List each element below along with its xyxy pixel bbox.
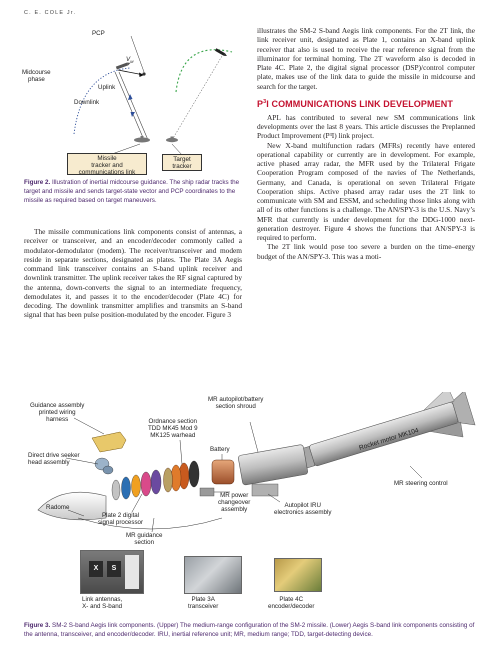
target-icon <box>215 48 228 57</box>
ordnance-section <box>164 461 200 492</box>
phase-label: phase <box>28 76 45 83</box>
s-band-antenna: S <box>107 561 121 577</box>
power-changeover-label: MR power changeover assembly <box>218 492 251 513</box>
ship-antenna-icon <box>134 136 178 143</box>
pcp-point <box>142 72 145 75</box>
figure-2 <box>22 22 244 176</box>
target-trajectory <box>176 50 232 92</box>
autopilot-shroud-label: MR autopilot/battery section shroud <box>208 396 264 410</box>
plate-2-label: Plate 2 digital signal processor <box>98 512 144 526</box>
antennas-label: Link antennas, X- and S-band <box>82 596 123 610</box>
pcp-label: PCP <box>92 30 105 37</box>
left-column <box>24 227 242 320</box>
guidance-stack <box>112 470 161 500</box>
figure-2-caption: Figure 2. Illustration of inertial midcourse guidance. The ship radar tracks the target and missile and sends target-state vector and PCP coordinates to the missile as required based on target maneuvers. <box>24 179 240 204</box>
missile-tracker-box: Missile tracker and communications link <box>67 153 147 175</box>
figure-2-diagram <box>22 22 244 172</box>
battery-icon <box>212 460 234 484</box>
right-column <box>257 26 475 261</box>
right-paragraph-3: New X-band multifunction radars (MFRs) recently have entered operational capability or currently are in development. For example, active phased array radar, the MFR used by the Trilateral Frigate Cooperation Program composed of the navies of The Netherlands, Germany, and Canada, is operational on seven Trilateral Frigate Cooperation ships. Active phased array radar uses the 2T link to communicate with SM and ESSM, and scheduling those links along with all of its other functions is a challenge. The AN/SPY-3 is the U.S. Navy’s MFR that currently is under development for the DDG-1000 next-generation destroyer. Figure 4 shows the functions that AN/SPY-3 is required to perform. <box>257 140 475 242</box>
radome-label: Radome <box>46 504 70 511</box>
steering-control-label: MR steering control <box>394 480 448 487</box>
running-head: C. E. COLE Jr. <box>24 10 77 16</box>
plate-4c-photo <box>274 558 322 592</box>
midcourse-label: Midcourse <box>22 69 51 76</box>
ordnance-section-label: Ordnance section TDD MK45 Mod 9 MK125 warhead <box>148 418 198 439</box>
iru-label: Autopilot IRU electronics assembly <box>274 502 332 516</box>
figure-3-caption: Figure 3. SM-2 S-band Aegis link components. (Upper) The medium-range configuration of the SM-2 missile. (Lower) Aegis S-band link components consisting of the antenna, transceiver, and encoder/decoder. IRU, inertial reference unit; MR, medium range; TDD, target-detecting device. <box>24 622 475 638</box>
guidance-harness-label: Guidance assembly printed wiring harness <box>30 402 85 423</box>
iru-electronics <box>252 484 278 496</box>
plate-3a-photo <box>184 556 242 594</box>
x-band-antenna: X <box>89 561 103 577</box>
right-paragraph-4: The 2T link would pose too severe a burden on the time–energy budget of the AN/SPY-3. This was a moti- <box>257 242 475 261</box>
target-tracker-box: Target tracker <box>162 154 202 171</box>
right-paragraph-2: APL has contributed to several new SM communications link developments over the last 8 years. This article discusses the Preplanned Product Improvement (P³I) link project. <box>257 112 475 141</box>
downlink-label: Downlink <box>74 99 100 106</box>
antenna-photo <box>80 550 144 594</box>
rocket-motor-label: Rocket motor MK104 <box>358 427 420 452</box>
plate-4c-label: Plate 4C encoder/decoder <box>268 596 315 610</box>
seeker-head-label: Direct drive seeker head assembly <box>28 452 80 466</box>
uplink-beam <box>115 72 144 140</box>
power-changeover <box>200 488 214 496</box>
battery-label: Battery <box>210 446 230 453</box>
left-paragraph-1: The missile communications link components consist of antennas, a receiver or transceiver, and an encoder/decoder commonly called a modulator-demodulator (modem). The receiver/transceiver and modem reside in separate sections, designated as plates. The Plate 3A Aegis command link transceiver contains an S-band uplink receiver and downlink transmitter. The uplink receiver takes the RF signal captured by the antenna, down-converts the signal to an intermediate frequency, demodulates it, and passes it to the encoder/decoder (Plate 4C) for decoding. The downlink transmitter amplifies and transmits an S-band signal that has been pulse position-modulated by the encoder. Figure 3 <box>24 227 242 320</box>
uplink-label: Uplink <box>98 84 116 91</box>
autopilot-shroud <box>238 444 308 485</box>
right-paragraph-1: illustrates the SM-2 S-band Aegis link components. For the 2T link, the link receiver unit, designated as Plate 1, contains an X-band uplink receiver that also is used to receive the rear reference signal from the illuminator for terminal homing. The 2T waveform also is decoded in Plate 4C. Plate 2, the digital signal processor (DSP)/control computer plate, makes use of the link data to guide the missile in midcourse and search for the target. <box>257 26 475 91</box>
vm-label: $V_M$ <box>126 56 134 65</box>
plate-3a-label: Plate 3A transceiver <box>188 596 219 610</box>
figure-3 <box>22 392 480 618</box>
wiring-harness <box>92 432 126 452</box>
seeker-head <box>95 458 113 474</box>
section-heading: $P^3I$ COMMUNICATIONS LINK DEVELOPMENT <box>257 98 453 109</box>
guidance-section-label: MR guidance section <box>126 532 163 546</box>
